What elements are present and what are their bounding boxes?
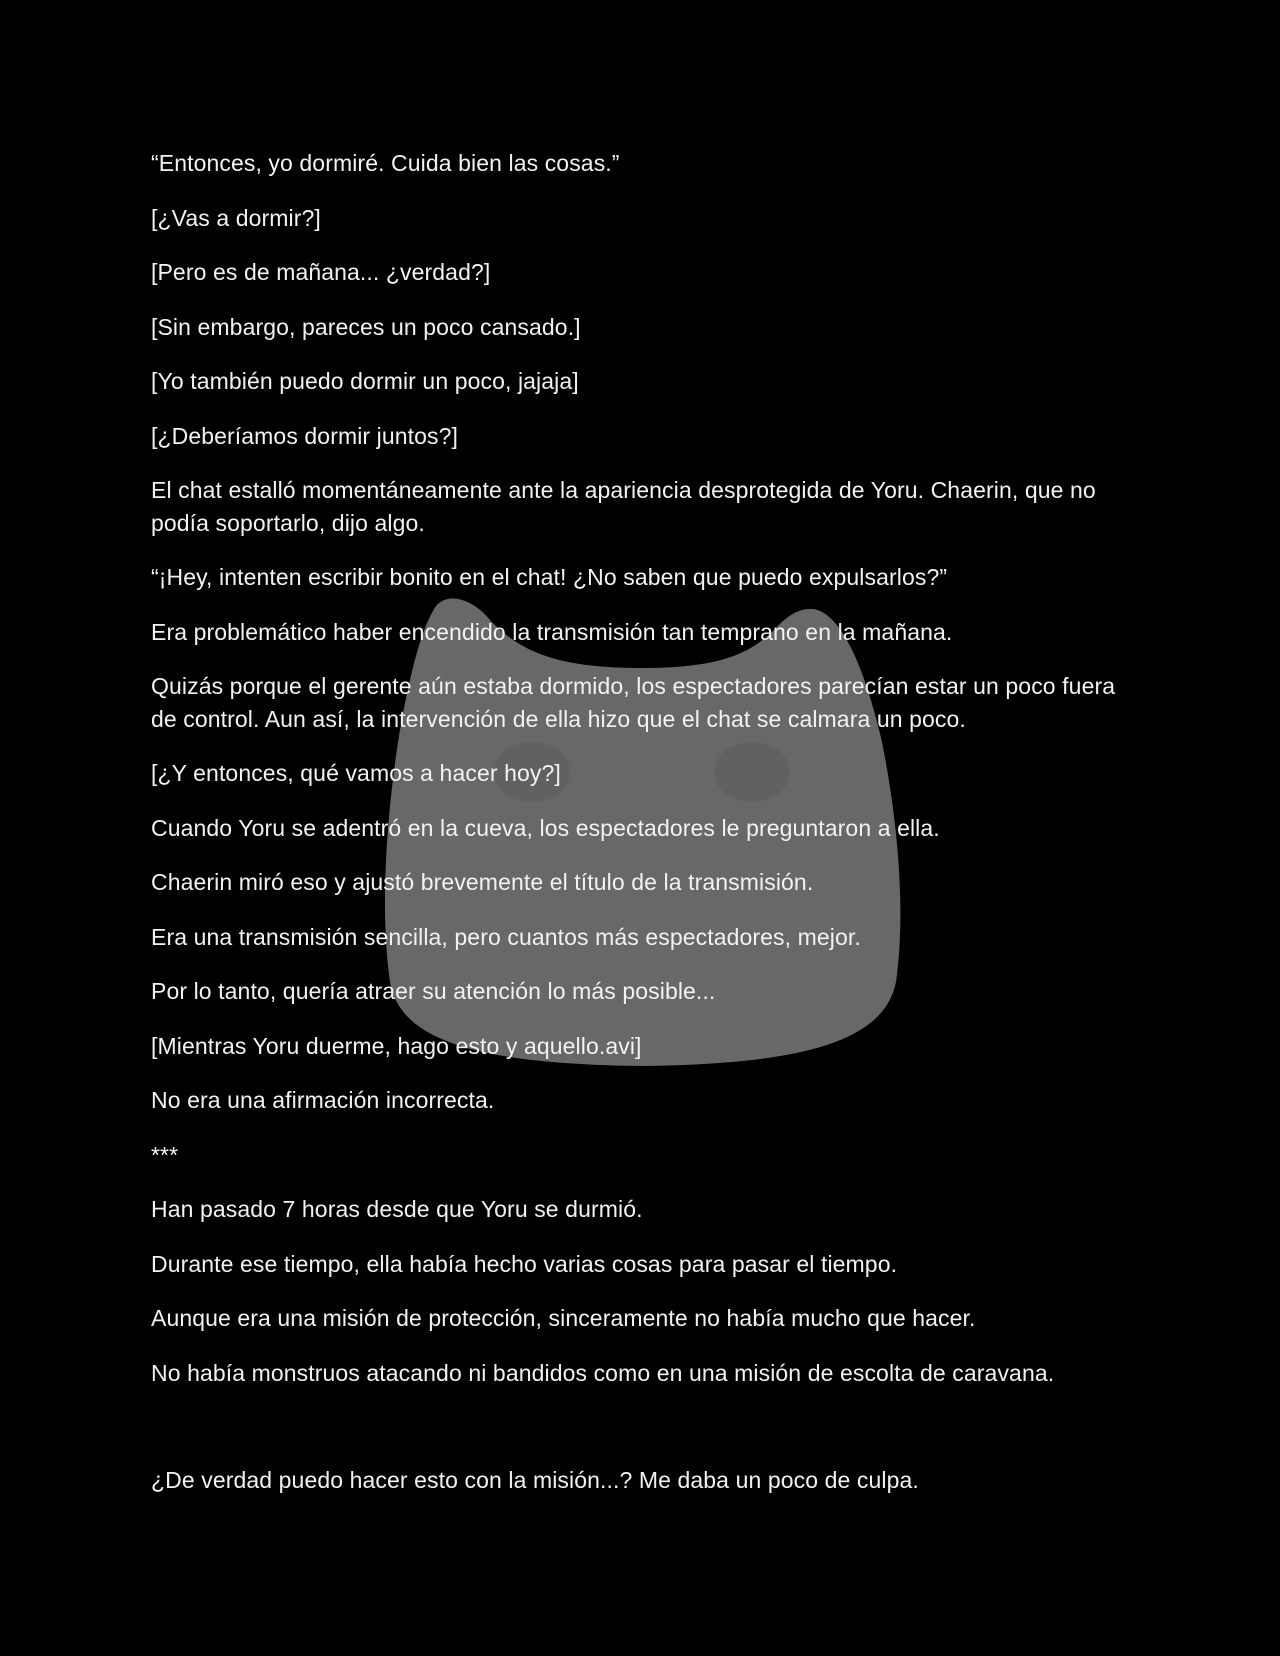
paragraph: El chat estalló momentáneamente ante la apariencia desprotegida de Yoru. Chaerin, que no podía soportarlo, dijo algo. (151, 477, 1096, 536)
paragraph: [Pero es de mañana... ¿verdad?] (151, 259, 491, 285)
paragraph: Chaerin miró eso y ajustó brevemente el título de la transmisión. (151, 869, 814, 895)
paragraph: Era una transmisión sencilla, pero cuantos más espectadores, mejor. (151, 923, 861, 950)
paragraph: Por lo tanto, quería atraer su atención lo más posible... (151, 978, 716, 1004)
paragraph: No era una afirmación incorrecta. (151, 1087, 495, 1113)
paragraph: No había monstruos atacando ni bandidos como en una misión de escolta de caravana. (151, 1359, 1055, 1386)
paragraph: Durante ese tiempo, ella había hecho varias cosas para pasar el tiempo. (151, 1250, 898, 1277)
paragraph: ¿De verdad puedo hacer esto con la misión...? Me daba un poco de culpa. (151, 1467, 919, 1493)
paragraph: [¿Vas a dormir?] (151, 204, 321, 231)
paragraph: [¿Y entonces, qué vamos a hacer hoy?] (151, 760, 561, 786)
paragraph: [Yo también puedo dormir un poco, jajaja] (151, 368, 579, 394)
paragraph: [Sin embargo, pareces un poco cansado.] (151, 313, 581, 340)
section-break: *** (151, 1141, 179, 1168)
blank-line (151, 1411, 1141, 1464)
paragraph: [Mientras Yoru duerme, hago esto y aquello.avi] (151, 1032, 642, 1059)
paragraph: [¿Deberíamos dormir juntos?] (151, 422, 459, 449)
paragraph: “¡Hey, intenten escribir bonito en el chat! ¿No saben que puedo expulsarlos?” (151, 564, 948, 590)
paragraph: Aunque era una misión de protección, sinceramente no había mucho que hacer. (151, 1305, 976, 1331)
paragraph: Quizás porque el gerente aún estaba dormido, los espectadores parecían estar un poco fuera de control. Aun así, la intervención de ella hizo que el chat se calmara un poco. (151, 673, 1116, 732)
paragraph: Han pasado 7 horas desde que Yoru se durmió. (151, 1196, 643, 1222)
document-body (151, 147, 1141, 1519)
paragraph: Era problemático haber encendido la transmisión tan temprano en la mañana. (151, 618, 953, 645)
paragraph: “Entonces, yo dormiré. Cuida bien las cosas.” (151, 150, 620, 176)
paragraph: Cuando Yoru se adentró en la cueva, los espectadores le preguntaron a ella. (151, 814, 940, 841)
